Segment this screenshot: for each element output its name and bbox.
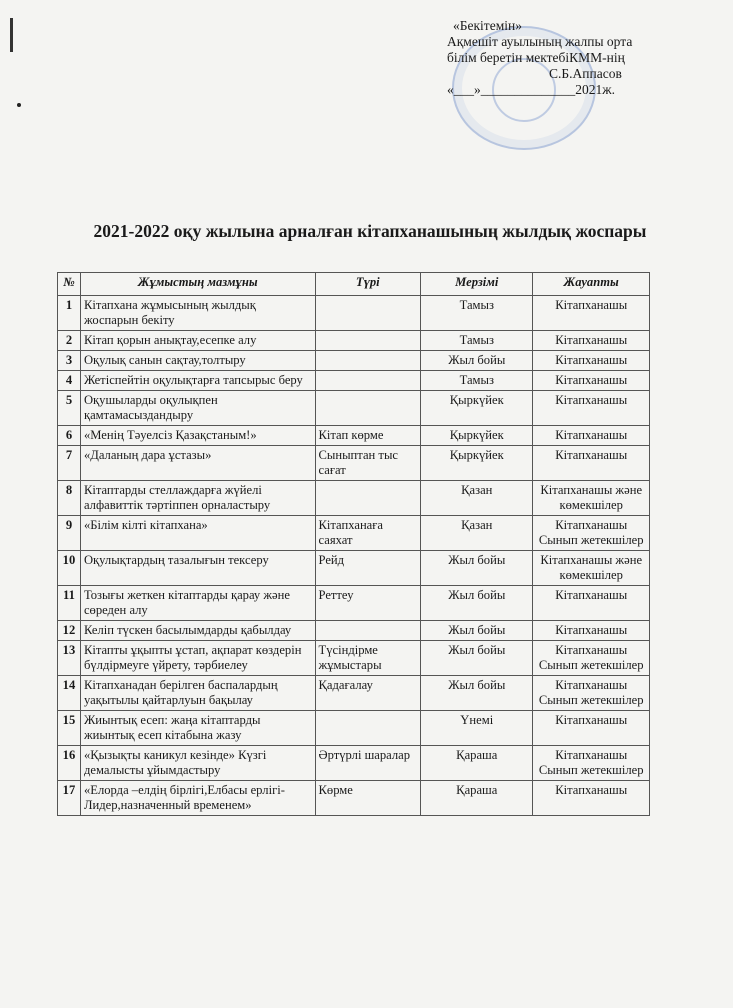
row-number: 10 [58,551,81,586]
row-content: Тозығы жеткен кітаптарды қарау және сөреден алу [80,586,315,621]
row-number: 11 [58,586,81,621]
row-content: Оқушыларды оқулықпен қамтамасыздандыру [80,391,315,426]
row-content: Кітапхана жұмысының жылдық жоспарын бекіту [80,296,315,331]
row-responsible: Кітапханашы [533,426,650,446]
table-row [58,481,650,516]
row-responsible: Кітапханашы Сынып жетекшілер [533,676,650,711]
row-number: 4 [58,371,81,391]
header-term: Мерзімі [421,273,533,296]
row-term: Жыл бойы [421,551,533,586]
table-row [58,586,650,621]
row-type: Кітап көрме [315,426,421,446]
approval-block [447,18,677,98]
row-responsible: Кітапханашы және көмекшілер [533,481,650,516]
row-content: Келіп түскен басылымдарды қабылдау [80,621,315,641]
row-content: Кітап қорын анықтау,есепке алу [80,331,315,351]
row-responsible: Кітапханашы Сынып жетекшілер [533,641,650,676]
row-number: 5 [58,391,81,426]
row-responsible: Кітапханашы [533,331,650,351]
row-type: Көрме [315,781,421,816]
row-number: 14 [58,676,81,711]
row-number: 9 [58,516,81,551]
table-row [58,371,650,391]
approval-school-line1: Ақмешіт ауылының жалпы орта [447,34,633,49]
row-term: Қараша [421,781,533,816]
row-number: 1 [58,296,81,331]
row-content: «Елорда –елдің бірлігі,Елбасы ерлігі-Лидер,назначенный временем» [80,781,315,816]
row-content: «Даланың дара ұстазы» [80,446,315,481]
header-num: № [58,273,81,296]
row-term: Жыл бойы [421,676,533,711]
table-row [58,711,650,746]
row-content: «Қызықты каникул кезінде» Күзгі демалысты ұйымдастыру [80,746,315,781]
row-type: Кітапханаға саяхат [315,516,421,551]
row-content: «Менің Тәуелсіз Қазақстаным!» [80,426,315,446]
row-term: Тамыз [421,331,533,351]
table-row [58,781,650,816]
row-term: Үнемі [421,711,533,746]
row-type: Түсіндірме жұмыстары [315,641,421,676]
row-type [315,351,421,371]
row-number: 13 [58,641,81,676]
table-body [58,296,650,816]
row-responsible: Кітапханашы [533,446,650,481]
header-type: Түрі [315,273,421,296]
row-responsible: Кітапханашы Сынып жетекшілер [533,746,650,781]
row-term: Қыркүйек [421,391,533,426]
approval-heading: «Бекітемін» [453,18,522,33]
approval-school-line2: білім беретін мектебіКММ-нің [447,50,625,65]
row-type: Әртүрлі шаралар [315,746,421,781]
row-responsible: Кітапханашы [533,391,650,426]
row-content: Оқулықтардың тазалығын тексеру [80,551,315,586]
table-row [58,426,650,446]
row-term: Жыл бойы [421,351,533,371]
row-number: 16 [58,746,81,781]
scan-edge-mark [10,18,13,52]
row-type [315,371,421,391]
row-responsible: Кітапханашы [533,621,650,641]
table-row [58,446,650,481]
row-content: «Білім кілті кітапхана» [80,516,315,551]
row-number: 7 [58,446,81,481]
row-responsible: Кітапханашы [533,781,650,816]
row-type: Сыныптан тыс сағат [315,446,421,481]
row-type [315,331,421,351]
table-row [58,296,650,331]
row-responsible: Кітапханашы Сынып жетекшілер [533,516,650,551]
row-term: Қараша [421,746,533,781]
row-responsible: Кітапханашы [533,711,650,746]
row-number: 8 [58,481,81,516]
row-term: Қыркүйек [421,426,533,446]
row-type [315,391,421,426]
row-number: 3 [58,351,81,371]
row-content: Кітаптарды стеллаждарға жүйелі алфавиттік тәртіппен орналастыру [80,481,315,516]
row-term: Қазан [421,516,533,551]
header-content: Жұмыстың мазмұны [80,273,315,296]
row-type [315,296,421,331]
header-responsible: Жауапты [533,273,650,296]
row-responsible: Кітапханашы [533,351,650,371]
row-term: Жыл бойы [421,621,533,641]
row-responsible: Кітапханашы және көмекшілер [533,551,650,586]
document-title: 2021-2022 оқу жылына арналған кітапханашының жылдық жоспары [93,221,647,241]
row-type: Рейд [315,551,421,586]
row-responsible: Кітапханашы [533,371,650,391]
row-type [315,621,421,641]
plan-table [57,272,650,816]
row-term: Жыл бойы [421,641,533,676]
row-term: Тамыз [421,296,533,331]
table-row [58,351,650,371]
row-content: Жетіспейтін оқулықтарға тапсырыс беру [80,371,315,391]
row-number: 2 [58,331,81,351]
table-row [58,676,650,711]
row-content: Кітапханадан берілген баспалардың уақытылы қайтарлуын бақылау [80,676,315,711]
row-term: Жыл бойы [421,586,533,621]
row-term: Қазан [421,481,533,516]
row-content: Жиынтық есеп: жаңа кітаптарды жиынтық есеп кітабына жазу [80,711,315,746]
row-responsible: Кітапханашы [533,296,650,331]
table-row [58,516,650,551]
row-type: Қадағалау [315,676,421,711]
table-row [58,641,650,676]
row-number: 17 [58,781,81,816]
row-type [315,711,421,746]
row-responsible: Кітапханашы [533,586,650,621]
table-row [58,331,650,351]
row-term: Қыркүйек [421,446,533,481]
row-number: 6 [58,426,81,446]
table-row [58,621,650,641]
table-header-row [58,273,650,296]
table-row [58,746,650,781]
row-number: 12 [58,621,81,641]
row-number: 15 [58,711,81,746]
approval-signatory: С.Б.Аппасов [549,66,622,81]
table-row [58,391,650,426]
approval-date: «___»______________2021ж. [447,82,615,97]
row-content: Оқулық санын сақтау,толтыру [80,351,315,371]
row-type: Реттеу [315,586,421,621]
row-type [315,481,421,516]
row-content: Кітапты ұқыпты ұстап, ақпарат көздерін бүлдірмеуге үйрету, тәрбиелеу [80,641,315,676]
table-row [58,551,650,586]
row-term: Тамыз [421,371,533,391]
scan-dot [17,103,21,107]
